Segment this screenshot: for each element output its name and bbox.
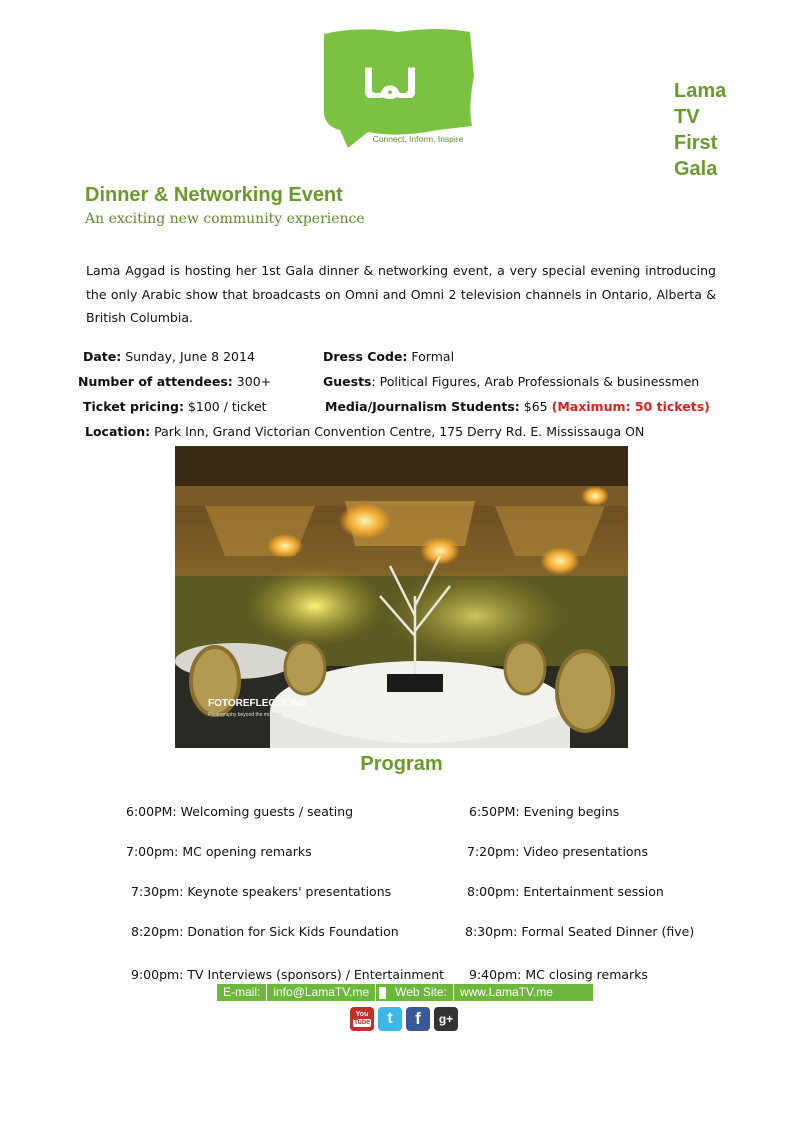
attendees-label: Number of attendees: — [78, 374, 233, 389]
schedule-item: 8:30pm: Formal Seated Dinner (five) — [465, 924, 695, 939]
schedule-item: 6:50PM: Evening begins — [469, 804, 620, 819]
twitter-icon[interactable] — [378, 1007, 402, 1031]
side-title-line: Gala — [674, 158, 718, 180]
dress-value: Formal — [411, 349, 455, 364]
web-label: Web Site: — [389, 984, 454, 1001]
youtube-icon-top: You — [355, 1011, 369, 1018]
logo-wordmark: لما — [361, 62, 419, 108]
side-title-line: First — [674, 132, 718, 154]
event-headline: Dinner & Networking Event — [85, 184, 343, 206]
detail-guests — [323, 374, 699, 389]
event-subheadline: An exciting new community experience — [85, 211, 365, 227]
twitter-icon-glyph: t — [387, 1010, 393, 1027]
schedule-item: 7:00pm: MC opening remarks — [126, 844, 312, 859]
email-link[interactable]: info@LamaTV.me — [267, 984, 376, 1001]
detail-attendees — [78, 374, 271, 389]
ticket-value: $100 / ticket — [187, 399, 267, 414]
dress-label: Dress Code: — [323, 349, 408, 364]
facebook-icon-glyph: f — [415, 1009, 421, 1028]
location-label: Location: — [85, 424, 151, 439]
side-title-line: Lama — [674, 80, 727, 102]
schedule-item: 7:20pm: Video presentations — [467, 844, 648, 859]
google-plus-icon-glyph: g+ — [438, 1012, 454, 1026]
schedule-item: 7:30pm: Keynote speakers' presentations — [131, 884, 392, 899]
detail-ticket — [83, 399, 267, 414]
web-link[interactable]: www.LamaTV.me — [459, 985, 553, 999]
detail-date — [83, 349, 255, 364]
attendees-value: 300+ — [236, 374, 272, 389]
ballroom-photo — [175, 446, 628, 748]
guests-value: : Political Figures, Arab Professionals & businessmen — [371, 374, 700, 389]
schedule-item: 9:40pm: MC closing remarks — [469, 967, 648, 982]
logo-tagline: Connect, Inform, Inspire — [372, 134, 464, 144]
facebook-icon[interactable] — [406, 1007, 430, 1031]
media-label: Media/Journalism Students: — [325, 399, 520, 414]
schedule-item: 8:00pm: Entertainment session — [467, 884, 664, 899]
schedule-item: 6:00PM: Welcoming guests / seating — [126, 804, 354, 819]
contact-bar — [217, 984, 593, 1001]
youtube-icon[interactable] — [350, 1007, 374, 1031]
email-label: E-mail: — [217, 984, 267, 1001]
photo-watermark-sub: Photography beyond the moment — [208, 712, 282, 718]
media-note: (Maximum: 50 tickets) — [551, 399, 710, 414]
detail-location — [85, 424, 644, 439]
schedule-item: 8:20pm: Donation for Sick Kids Foundation — [131, 924, 399, 939]
intro-paragraph: Lama Aggad is hosting her 1st Gala dinner & networking event, a very special evening introducing the only Arabic show that broadcasts on Omni and Omni 2 television channels in Ontario, Alberta & British Columbia. — [86, 263, 716, 325]
program-title: Program — [360, 753, 443, 775]
date-value: Sunday, June 8 2014 — [125, 349, 255, 364]
date-label: Date: — [83, 349, 122, 364]
media-value: $65 — [523, 399, 548, 414]
ticket-label: Ticket pricing: — [83, 399, 184, 414]
side-title — [674, 78, 764, 182]
youtube-icon-bottom: Tube — [353, 1019, 371, 1026]
schedule-item: 9:00pm: TV Interviews (sponsors) / Entertainment — [131, 967, 445, 982]
detail-dress-code — [323, 349, 454, 364]
separator-box — [379, 987, 386, 999]
lama-tv-logo — [318, 26, 476, 150]
google-plus-icon[interactable] — [434, 1007, 458, 1031]
side-title-line: TV — [674, 106, 700, 128]
photo-watermark: FOTOREFLECTIONS — [208, 698, 307, 709]
guests-label: Guests — [323, 374, 372, 389]
location-value: Park Inn, Grand Victorian Convention Centre, 175 Derry Rd. E. Mississauga ON — [154, 424, 645, 439]
detail-media — [325, 399, 710, 414]
